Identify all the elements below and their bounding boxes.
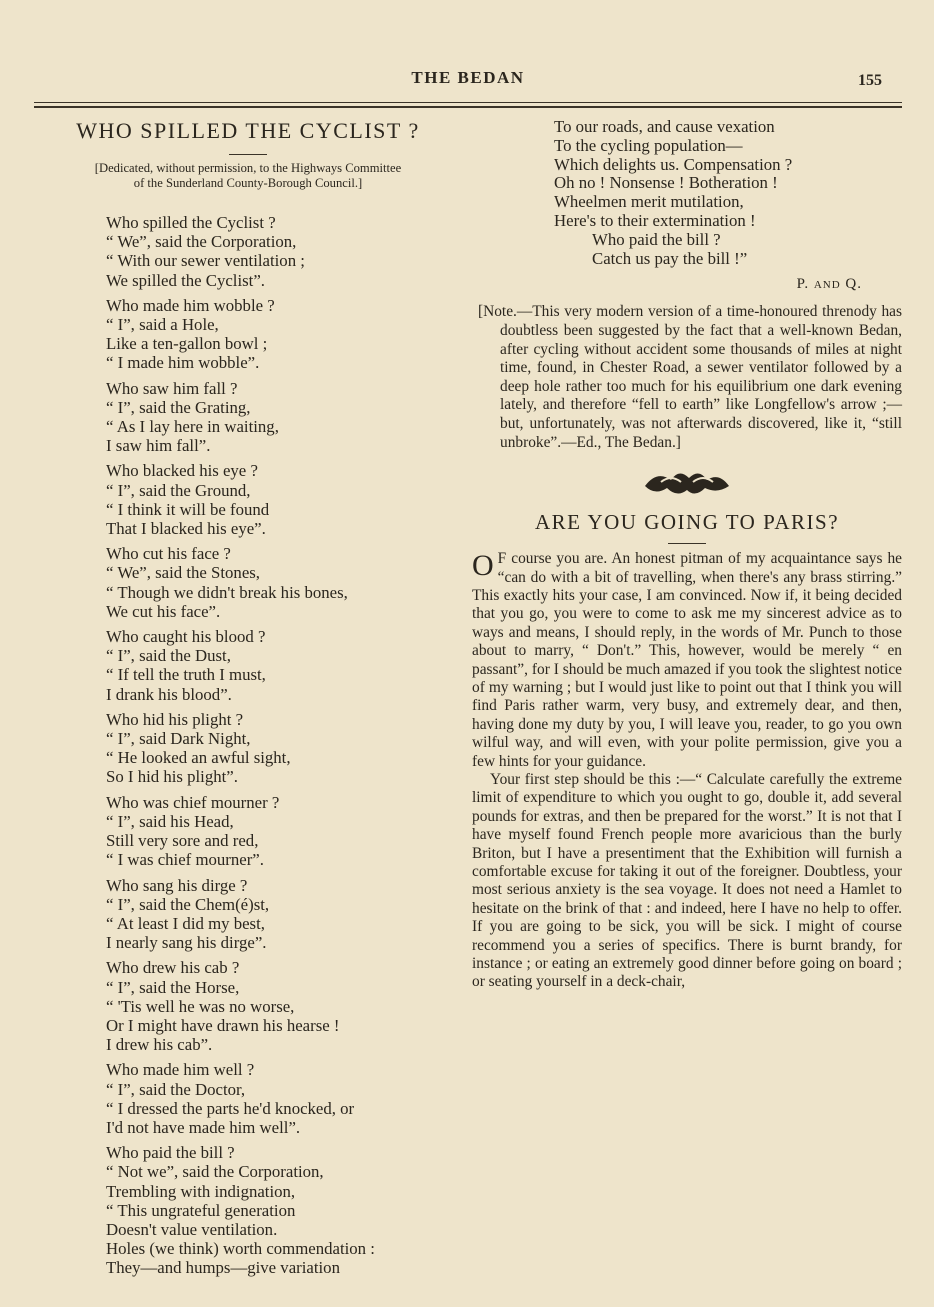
- poem-line: “ I”, said the Chem(é)st,: [106, 894, 270, 914]
- poem-line: Who spilled the Cyclist ?: [106, 213, 276, 232]
- poem-line: “ I”, said the Ground,: [106, 480, 251, 500]
- poem-line: I drank his blood”.: [106, 684, 232, 704]
- poem-line: That I blacked his eye”.: [106, 519, 266, 539]
- poem-line: Doesn't value ventilation.: [106, 1219, 278, 1239]
- poem-line: “ I”, said his Head,: [106, 811, 234, 831]
- poem-stanza: [106, 461, 462, 538]
- poem-line: “ If tell the truth I must,: [106, 665, 266, 685]
- poem-line: “ I made him wobble”.: [106, 353, 260, 373]
- header-rule-thick: [34, 106, 902, 108]
- editor-note: [Note.—This very modern version of a time-honoured threnody has doubtless been suggested by the fact that a well-known Bedan, after cycling without accident some thousands of miles at night time, found, in Chester Road, a sewer ventilator followed by a deep hole rather too much for his equilibrium one dark evening lately, and therefore “fell to earth” like Longfellow's arrow ;—but, unfortunately, was not afterwards discovered, like it, “still unbroke”.—Ed., The Bedan.]: [478, 303, 902, 451]
- poem-line: They—and humps—give variation: [106, 1258, 340, 1278]
- poem-line: Who blacked his eye ?: [106, 461, 258, 481]
- poem-line: “ I”, said the Grating,: [106, 397, 251, 417]
- poem-line: Who caught his blood ?: [106, 627, 266, 647]
- poem-stanza: [106, 627, 462, 704]
- poem-line: “ I”, said a Hole,: [106, 315, 219, 335]
- poem-line: Who hid his plight ?: [106, 709, 244, 729]
- header-rule: [34, 102, 902, 103]
- page-header: [36, 68, 900, 98]
- poem-line: “ At least I did my best,: [106, 913, 265, 933]
- poem-line: “ I think it will be found: [106, 499, 270, 519]
- poem-line: To the cycling population—: [554, 135, 743, 155]
- poem-line: “ I was chief mourner”.: [106, 850, 264, 870]
- poem-line: Or I might have drawn his hearse !: [106, 1015, 340, 1035]
- poem-line: Who paid the bill ?: [106, 1143, 235, 1163]
- poem-line: “ I”, said the Horse,: [106, 977, 240, 997]
- page-number: 155: [858, 72, 882, 89]
- poem-stanza: [106, 793, 462, 870]
- article-paragraph-2: Your first step should be this :—“ Calculate carefully the extreme limit of expenditure to which you ought to go, double it, add several pounds for extras, and then be prepared for the worst.” It is not that I have myself found French people more avaricious than the burly Briton, but I have a presentiment that the Exhibition will furnish a comfortable excuse for taking it out of the foreigner. Doubtless, your most serious anxiety is the sea voyage. It does not need a Hamlet to hesitate on the brink of that : and indeed, here I have no help to offer. If you are going to be sick, you will be sick. I might of course recommend you a series of specifics. There is burnt brandy, for instance ; or eating an extremely good dinner before going on board ; or seating yourself in a deck-chair,: [472, 771, 902, 991]
- poem-line: “ I dressed the parts he'd knocked, or: [106, 1098, 355, 1118]
- poem-line: So I hid his plight”.: [106, 767, 238, 787]
- poem-line: “ I”, said the Dust,: [106, 646, 231, 666]
- poem-line: Who cut his face ?: [106, 544, 231, 564]
- poem-stanza: [106, 213, 462, 290]
- poem-line: Who made him well ?: [106, 1060, 255, 1080]
- poem-line: Trembling with indignation,: [106, 1181, 296, 1201]
- poem-stanza: [106, 958, 462, 1054]
- poem-signature: P. and Q.: [796, 276, 862, 293]
- poem-line: Who made him wobble ?: [106, 295, 275, 315]
- poem-stanzas: [106, 213, 462, 1278]
- poem-line: I'd not have made him well”.: [106, 1117, 301, 1137]
- article-paragraph-1-text: F course you are. An honest pitman of my acquaintance says he “can do with a bit of travelling, when there's any brass stirring.” This exactly hits your case, I am convinced. Now if, it being decided that you go, you were to come to ask me my sincerest advice as to ways and means, I should reply, in the words of Mr. Punch to those about to marry, “ Don't.” This, however, would be merely “ en passant”, for I should be much amazed if you took the slightest notice of my warning ; but I would just like to point out that I think you will find Paris rather warm, very busy, and extremely dear, and then, having done my duty by you, I will leave you, reader, to go you own wilful way, and will even, with your polite permission, give you a few hints for your guidance.: [472, 550, 902, 770]
- poem-line: Catch us pay the bill !”: [592, 248, 748, 268]
- poem-line: I nearly sang his dirge”.: [106, 933, 267, 953]
- dropcap: O: [472, 549, 494, 583]
- poem-line: Wheelmen merit mutilation,: [554, 192, 744, 212]
- poem-stanza: [106, 379, 462, 456]
- poem-line: “ Not we”, said the Corporation,: [106, 1162, 324, 1182]
- poem-line: We cut his face”.: [106, 601, 221, 621]
- poem-stanza: [106, 876, 462, 953]
- left-column: [34, 118, 462, 1284]
- poem-line: Who sang his dirge ?: [106, 875, 248, 895]
- poem-line: “ As I lay here in waiting,: [106, 417, 279, 437]
- poem-line: “ I”, said Dark Night,: [106, 729, 251, 749]
- poem-line: Still very sore and red,: [106, 831, 259, 851]
- poem-closing: [472, 231, 902, 269]
- poem-stanza: [106, 296, 462, 373]
- poem-line: “ 'Tis well he was no worse,: [106, 996, 295, 1016]
- poem-line: We spilled the Cyclist”.: [106, 270, 265, 290]
- article-title-rule: [668, 543, 706, 544]
- poem-line: Here's to their extermination !: [554, 210, 756, 230]
- poem-stanza: [106, 1143, 462, 1277]
- poem-line: “ I”, said the Doctor,: [106, 1079, 246, 1099]
- poem-line: Holes (we think) worth commendation :: [106, 1239, 375, 1259]
- poem-line: Who drew his cab ?: [106, 958, 240, 978]
- poem-stanza: [106, 544, 462, 621]
- poem-line: Who saw him fall ?: [106, 378, 238, 398]
- poem-line: “ We”, said the Corporation,: [106, 232, 297, 252]
- poem-line: Who was chief mourner ?: [106, 792, 280, 812]
- poem-line: “ This ungrateful generation: [106, 1200, 296, 1220]
- dedication-line-1: [Dedicated, without permission, to the Highways Committee: [94, 161, 402, 175]
- poem-line: “ Though we didn't break his bones,: [106, 582, 348, 602]
- article-title: ARE YOU GOING TO PARIS?: [534, 510, 840, 535]
- poem-continuation: [472, 118, 902, 231]
- article-body: [472, 550, 902, 992]
- poem-stanza: [106, 710, 462, 787]
- right-column: [472, 118, 902, 992]
- ornament-icon: [472, 464, 902, 504]
- poem-dedication: [34, 161, 462, 191]
- poem-line: Who paid the bill ?: [592, 229, 721, 249]
- poem-line: “ He looked an awful sight,: [106, 748, 291, 768]
- title-rule: [229, 154, 267, 155]
- running-head: THE BEDAN: [411, 68, 525, 87]
- poem-line: Oh no ! Nonsense ! Botheration !: [554, 173, 778, 193]
- poem-line: “ With our sewer ventilation ;: [106, 251, 305, 271]
- poem-line: “ We”, said the Stones,: [106, 563, 260, 583]
- poem-line: To our roads, and cause vexation: [554, 117, 775, 136]
- poem-line: Like a ten-gallon bowl ;: [106, 334, 268, 354]
- poem-line: I saw him fall”.: [106, 436, 211, 456]
- poem-title: WHO SPILLED THE CYCLIST ?: [76, 118, 420, 143]
- poem-line: I drew his cab”.: [106, 1035, 213, 1055]
- poem-stanza: [106, 1060, 462, 1137]
- article-paragraph-1: [472, 550, 902, 771]
- poem-line: Which delights us. Compensation ?: [554, 154, 793, 174]
- dedication-line-2: of the Sunderland County-Borough Council.]: [133, 176, 363, 190]
